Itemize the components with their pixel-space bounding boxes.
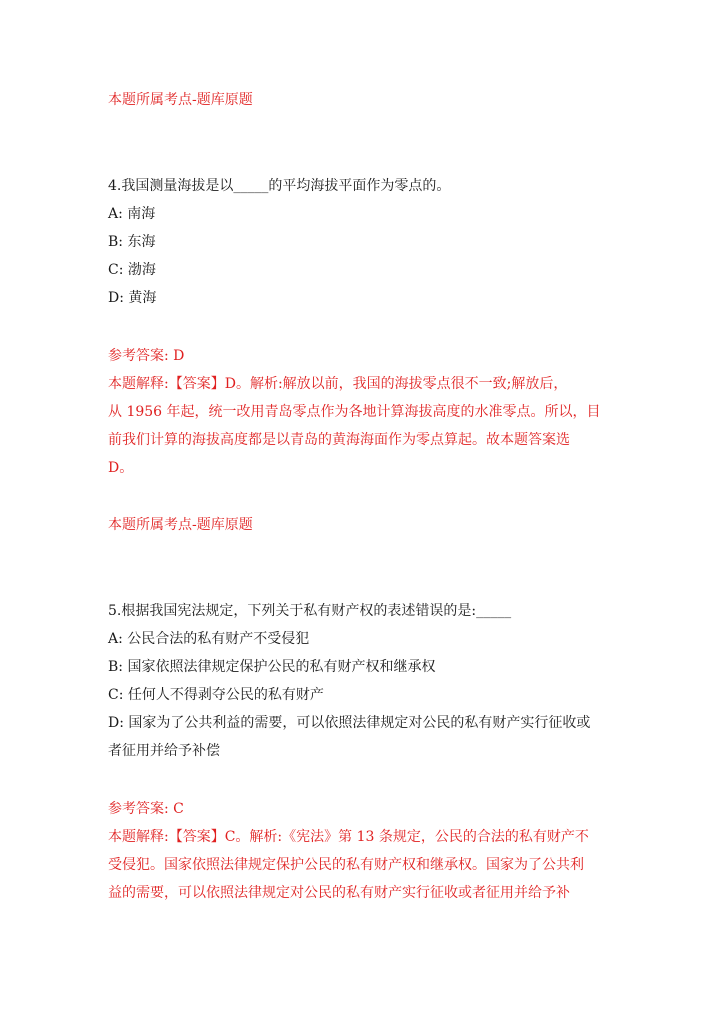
q4-explanation-line: 前我们计算的海拔高度都是以青岛的黄海海面作为零点算起。故本题答案选 (108, 432, 570, 448)
topic-source: 本题所属考点-题库原题 (108, 92, 253, 108)
question-5-text: 5.根据我国宪法规定，下列关于私有财产权的表述错误的是:_____ (108, 603, 512, 619)
q5-option-b: B: 国家依照法律规定保护公民的私有财产权和继承权 (108, 659, 436, 675)
q4-option-a: A: 南海 (108, 206, 156, 222)
question-4-text: 4.我国测量海拔是以_____的平均海拔平面作为零点的。 (108, 178, 451, 194)
q5-answer: 参考答案: C (108, 801, 184, 817)
q4-answer: 参考答案: D (108, 348, 185, 364)
q4-explanation-line: 本题解释:【答案】D。解析:解放以前，我国的海拔零点很不一致;解放后， (108, 376, 568, 392)
q4-option-c: C: 渤海 (108, 262, 156, 278)
q5-explanation-line: 受侵犯。国家依照法律规定保护公民的私有财产权和继承权。国家为了公共利 (108, 857, 584, 873)
q5-option-a: A: 公民合法的私有财产不受侵犯 (108, 631, 310, 647)
q4-topic-source: 本题所属考点-题库原题 (108, 517, 253, 533)
q5-option-d-continued: 者征用并给予补偿 (108, 743, 220, 759)
q4-explanation-line: D。 (108, 460, 134, 476)
q5-option-d: D: 国家为了公共利益的需要，可以依照法律规定对公民的私有财产实行征收或 (108, 715, 591, 731)
q4-option-b: B: 东海 (108, 234, 156, 250)
q5-explanation-line: 本题解释:【答案】C。解析:《宪法》第 13 条规定，公民的合法的私有财产不 (108, 829, 589, 845)
q5-option-c: C: 任何人不得剥夺公民的私有财产 (108, 687, 324, 703)
q4-explanation-line: 从 1956 年起，统一改用青岛零点作为各地计算海拔高度的水准零点。所以，目 (108, 404, 601, 420)
q4-option-d: D: 黄海 (108, 290, 157, 306)
q5-explanation-line: 益的需要，可以依照法律规定对公民的私有财产实行征收或者征用并给予补 (108, 885, 570, 901)
